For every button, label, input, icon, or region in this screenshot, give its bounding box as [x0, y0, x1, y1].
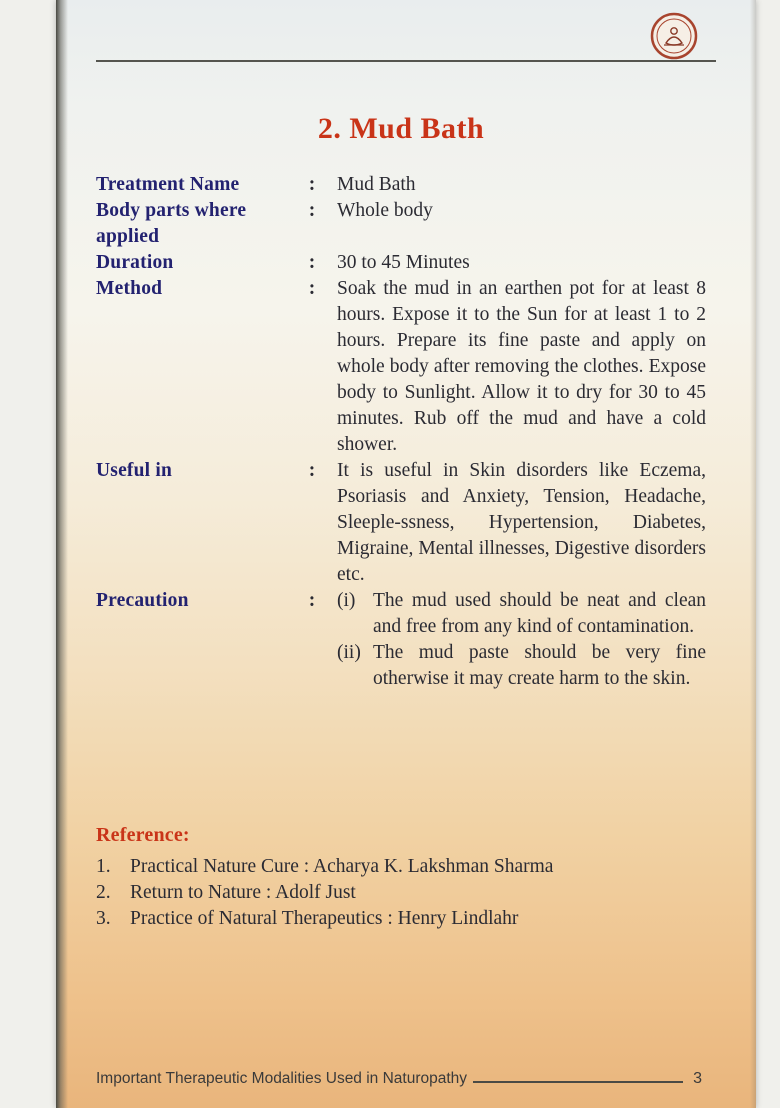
- item-number: 3.: [96, 908, 111, 929]
- field-label: Method: [96, 278, 163, 299]
- footer-text: Important Therapeutic Modalities Used in Naturopathy: [96, 1070, 468, 1087]
- field-row-precaution: [96, 588, 706, 692]
- item-number: 1.: [96, 856, 111, 877]
- footer-rule: [473, 1081, 683, 1083]
- field-value: It is useful in Skin disorders like Eczema, Psoriasis and Anxiety, Tension, Headache, Sleeple-ssness, Hypertension, Diabetes, Migraine, Mental illnesses, Digestive disorders etc.: [337, 460, 706, 585]
- field-label: Precaution: [96, 590, 189, 611]
- scanned-page: [56, 0, 756, 1108]
- reference-item: [96, 880, 706, 906]
- treatment-details: [96, 172, 706, 692]
- field-row-body-parts: [96, 198, 706, 250]
- page-title: 2. Mud Bath: [317, 112, 485, 145]
- field-row-method: [96, 276, 706, 458]
- precaution-item: [337, 640, 706, 692]
- item-marker: (i): [337, 590, 356, 611]
- field-label: Duration: [96, 252, 174, 273]
- page-footer: [96, 1070, 702, 1088]
- item-text: Practical Nature Cure : Acharya K. Lakshman Sharma: [130, 856, 554, 877]
- publisher-logo-icon: [650, 12, 698, 60]
- reference-heading: Reference:: [96, 824, 190, 846]
- field-colon: :: [308, 590, 316, 611]
- field-label: Treatment Name: [96, 174, 240, 195]
- field-value: Whole body: [337, 200, 433, 221]
- field-value: 30 to 45 Minutes: [337, 252, 470, 273]
- item-text: Practice of Natural Therapeutics : Henry Lindlahr: [130, 908, 519, 929]
- reference-item: [96, 854, 706, 880]
- item-text: Return to Nature : Adolf Just: [130, 882, 356, 903]
- page-number: 3: [693, 1070, 702, 1087]
- field-colon: :: [308, 460, 316, 481]
- item-text: The mud used should be neat and clean and free from any kind of contamination.: [373, 590, 706, 637]
- reference-item: [96, 906, 706, 932]
- item-marker: (ii): [337, 642, 361, 663]
- field-label: Useful in: [96, 460, 173, 481]
- field-label: Body parts where applied: [96, 200, 247, 247]
- field-colon: :: [308, 278, 316, 299]
- field-row-duration: [96, 250, 706, 276]
- field-colon: :: [308, 252, 316, 273]
- header-rule: [96, 60, 716, 62]
- reference-section: [96, 822, 706, 932]
- precaution-list: [323, 588, 706, 692]
- field-row-useful-in: [96, 458, 706, 588]
- precaution-item: [337, 588, 706, 640]
- field-row-treatment-name: [96, 172, 706, 198]
- field-value: Soak the mud in an earthen pot for at least 8 hours. Expose it to the Sun for at least 1 to 2 hours. Prepare its fine paste and apply on whole body after removing the clothes. Expose body to Sunlight. Allow it to dry for 30 to 45 minutes. Rub off the mud and have a cold shower.: [337, 278, 706, 455]
- page-content: [96, 0, 706, 1108]
- field-value: Mud Bath: [337, 174, 416, 195]
- field-colon: :: [308, 174, 316, 195]
- field-colon: :: [308, 200, 316, 221]
- item-number: 2.: [96, 882, 111, 903]
- item-text: The mud paste should be very fine otherwise it may create harm to the skin.: [373, 642, 706, 689]
